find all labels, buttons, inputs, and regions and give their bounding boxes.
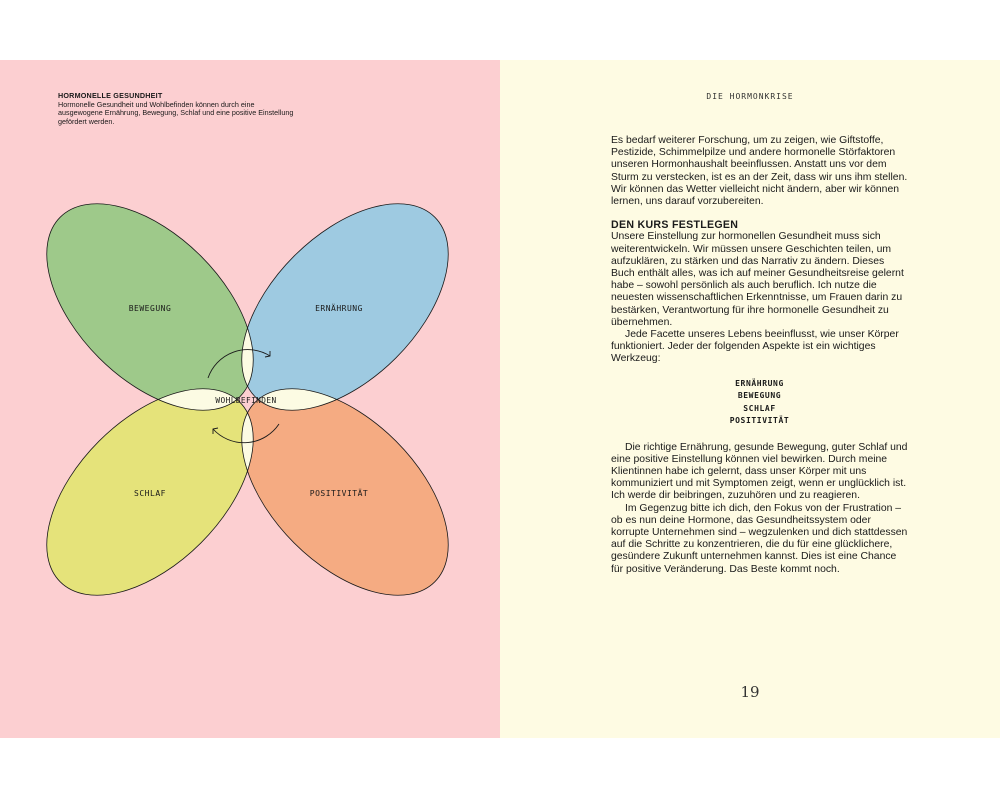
paragraph-1: Es bedarf weiterer Forschung, um zu zeigen, wie Giftstoffe, Pestizide, Schimmelpilze und andere hormonelle Störfaktoren unseren Hormonhaushalt beeinflussen. Anstatt uns vor dem Sturm zu verstecken, ist es an der Zeit, dass wir uns ihm stellen. Wir können das Wetter vielleicht nicht ändern, aber wir können lernen, uns darauf vorzubereiten.: [611, 135, 908, 208]
paragraph-5: Im Gegenzug bitte ich dich, den Fokus von der Frustration – ob es nun deine Hormone, das Gesundheitssystem oder korrupte Unternehmen sind – wegzulenken und dich stattdessen auf die Schritte zu konzentrieren, die du für eine glücklichere, gesündere Zukunft unternehmen kannst. Dies ist eine Chance für positive Veränderung. Das Beste kommt noch.: [611, 502, 908, 575]
petal-label-bewegung: BEWEGUNG: [128, 304, 172, 313]
tool-item: POSITIVITÄT: [729, 416, 790, 426]
petal-label-positivitaet: POSITIVITÄT: [309, 489, 369, 498]
right-page: [500, 60, 1000, 738]
wellbeing-diagram: [0, 60, 500, 738]
paragraph-3: Jede Facette unseres Lebens beeinflusst, wie unser Körper funktioniert. Jeder der folgenden Aspekte ist ein wichtiges Werkzeug:: [611, 329, 899, 365]
tool-item: ERNÄHRUNG: [735, 378, 784, 388]
left-page: [0, 60, 500, 738]
tools-list: [611, 378, 908, 428]
center-label: WOHLBEFINDEN: [215, 396, 277, 405]
page-number: 19: [740, 683, 760, 701]
tool-item: BEWEGUNG: [737, 391, 782, 401]
tool-item: SCHLAF: [743, 403, 776, 413]
running-head: DIE HORMONKRISE: [706, 92, 794, 101]
paragraph-2: Unsere Einstellung zur hormonellen Gesundheit muss sich weiterentwickeln. Wir müssen unsere Geschichten teilen, um aufzuklären, zu stärken und das Narrativ zu ändern. Dieses Buch enthält alles, was ich auf meiner Gesundheitsreise gelernt habe – sowohl persönlich als auch beruflich. Ich nutze die neuesten wissenschaftlichen Erkenntnisse, um Frauen darin zu bestärken, Verantwortung für ihre hormonelle Gesundheit zu übernehmen.: [611, 231, 904, 328]
section-heading: DEN KURS FESTLEGEN: [611, 219, 739, 232]
petal-label-ernaehrung: ERNÄHRUNG: [315, 304, 363, 313]
caption-text: Hormonelle Gesundheit und Wohlbefinden können durch eine ausgewogene Ernährung, Bewegung, Schlaf und eine positive Einstellung gefördert werden.: [58, 99, 294, 126]
paragraph-4: Die richtige Ernährung, gesunde Bewegung, guter Schlaf und eine positive Einstellung können viel bewirken. Durch meine Klientinnen habe ich gelernt, dass unser Körper mit uns kommuniziert und mit Symptomen zeigt, wenn er unglücklich ist. Ich werde dir beibringen, zuzuhören und zu reagieren.: [611, 441, 908, 502]
caption-title: HORMONELLE GESUNDHEIT: [58, 91, 163, 100]
body-text: [611, 135, 908, 576]
petal-label-schlaf: SCHLAF: [134, 489, 166, 498]
